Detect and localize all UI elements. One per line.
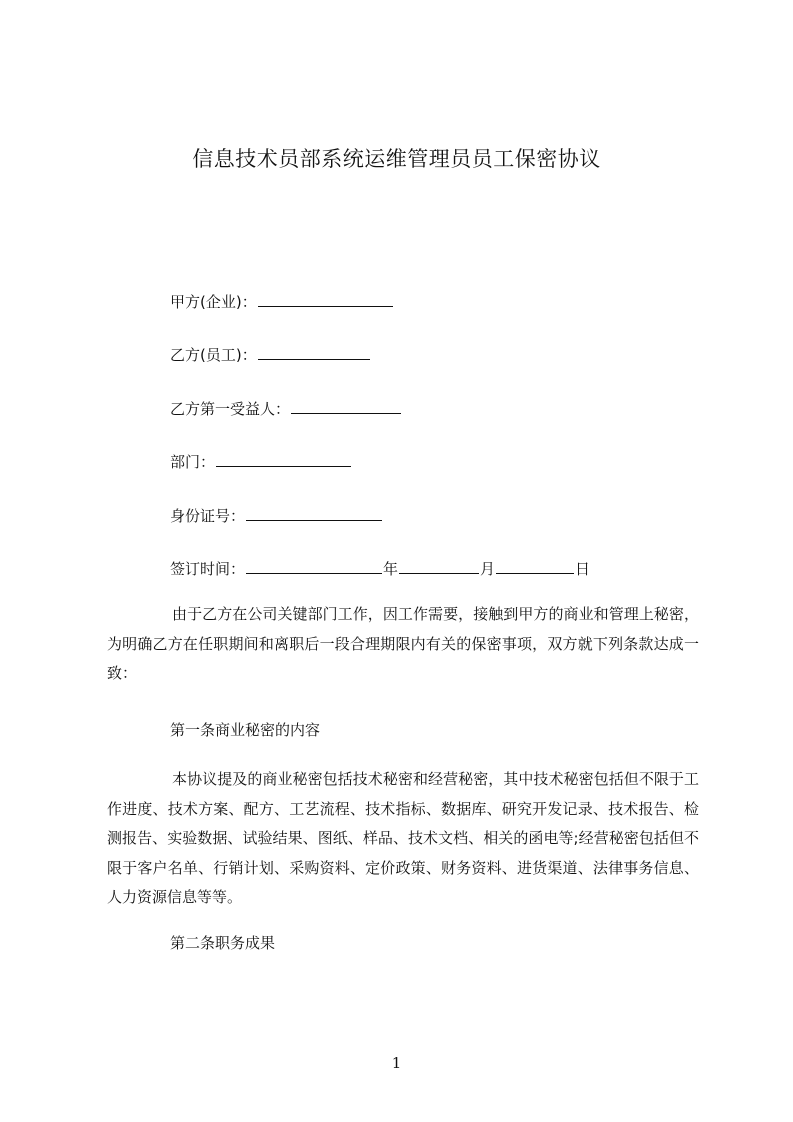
party-a-blank[interactable] <box>258 291 393 307</box>
intro-text: 由于乙方在公司关键部门工作，因工作需要，接触到甲方的商业和管理上秘密，为明确乙方在任职期间和离职后一段合理期限内有关的保密事项，双方就下列条款达成一致： <box>107 605 699 682</box>
sign-year-blank[interactable] <box>246 558 382 574</box>
month-label: 月 <box>480 560 496 578</box>
sign-day-blank[interactable] <box>496 558 574 574</box>
party-b-field <box>170 344 371 365</box>
article-1-paragraph <box>107 765 699 913</box>
beneficiary-field <box>170 398 402 419</box>
article-2-heading: 第二条职务成果 <box>170 934 276 952</box>
year-label: 年 <box>383 560 399 578</box>
party-a-field <box>170 291 394 312</box>
party-b-label: 乙方(员工)： <box>170 346 257 364</box>
id-number-blank[interactable] <box>246 505 382 521</box>
document-title: 信息技术员部系统运维管理员员工保密协议 <box>192 147 601 171</box>
department-blank[interactable] <box>216 451 351 467</box>
day-label: 日 <box>575 560 591 578</box>
intro-paragraph <box>107 600 699 689</box>
id-number-label: 身份证号： <box>170 507 246 525</box>
party-b-blank[interactable] <box>258 344 370 360</box>
department-field <box>170 451 352 472</box>
id-number-field <box>170 505 383 526</box>
page-number: 1 <box>391 1054 402 1072</box>
article-1-text: 本协议提及的商业秘密包括技术秘密和经营秘密，其中技术秘密包括但不限于工作进度、技术方案、配方、工艺流程、技术指标、数据库、研究开发记录、技术报告、检测报告、实验数据、试验结果、图纸、样品、技术文档、相关的函电等;经营秘密包括但不限于客户名单、行销计划、采购资料、定价政策、财务资料、进货渠道、法律事务信息、人力资源信息等等。 <box>107 770 699 906</box>
department-label: 部门： <box>170 453 216 471</box>
article-1-heading: 第一条商业秘密的内容 <box>170 721 321 739</box>
beneficiary-blank[interactable] <box>291 398 401 414</box>
beneficiary-label: 乙方第一受益人： <box>170 400 291 418</box>
sign-date-field <box>170 558 590 579</box>
sign-date-label: 签订时间： <box>170 560 246 578</box>
party-a-label: 甲方(企业)： <box>170 293 257 311</box>
sign-month-blank[interactable] <box>399 558 479 574</box>
